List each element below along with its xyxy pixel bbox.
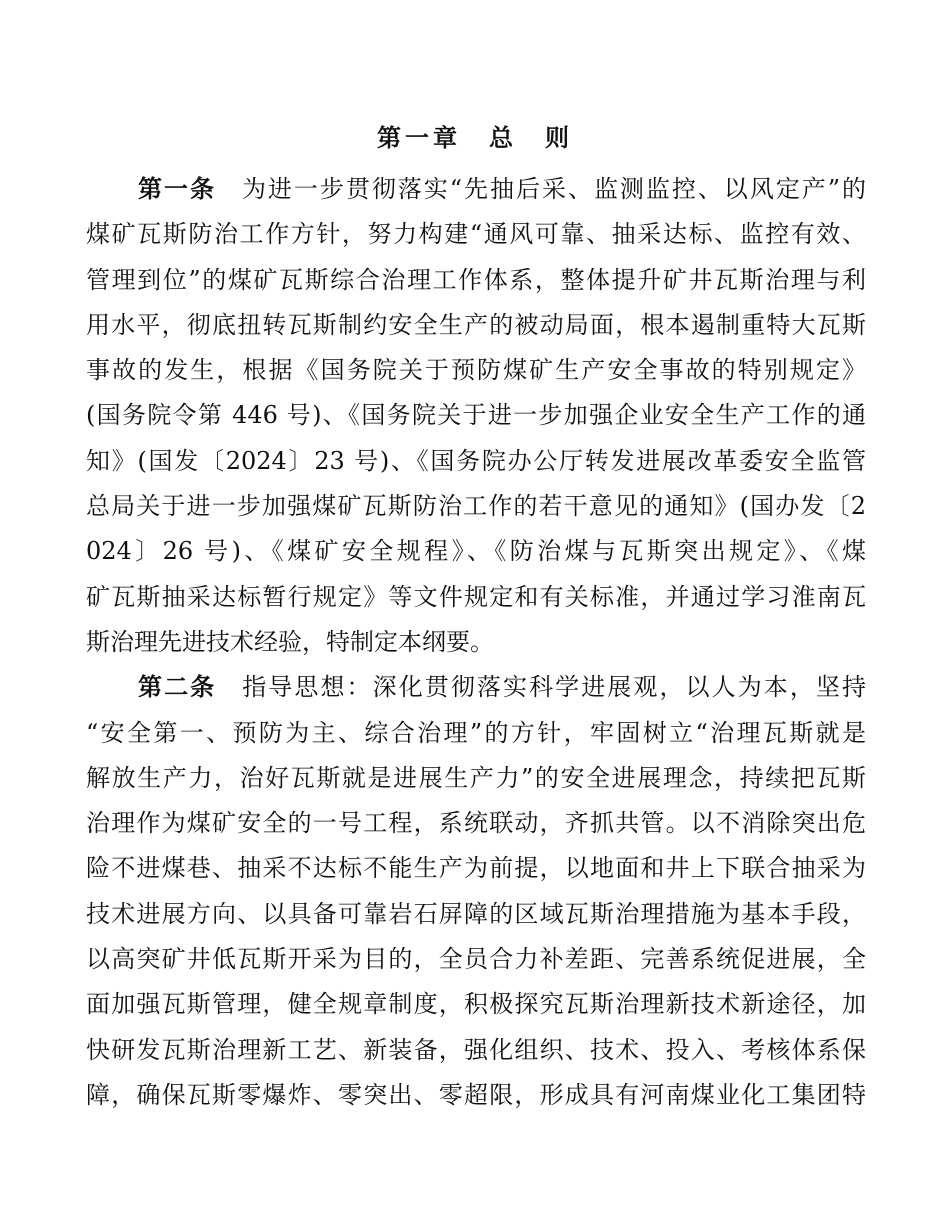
article-1-text-line-10: 矿瓦斯抽采达标暂行规定》等文件规定和有关标准，并通过学习淮南瓦 [86,582,866,611]
article-1-label: 第一条 [138,175,216,203]
article-2-text-line-2: “安全第一、预防为主、综合治理”的方针，牢固树立“治理瓦斯就是 [86,718,866,747]
article-2-text-line-5: 险不进煤巷、抽采不达标不能生产为前提，以地面和井上下联合抽采为 [86,854,866,883]
article-1-line-1 [86,167,866,212]
article-1-text-line-8: 总局关于进一步加强煤矿瓦斯防治工作的若干意见的通知》(国办发〔2 [86,492,866,521]
article-2-text-line-10: 障，确保瓦斯零爆炸、零突出、零超限，形成具有河南煤业化工集团特 [86,1080,866,1109]
chapter-title: 第一章 总 则 [377,124,573,152]
article-2-text-line-4: 治理作为煤矿安全的一号工程，系统联动，齐抓共管。以不消除突出危 [86,809,866,838]
article-1-text-line-2: 煤矿瓦斯防治工作方针，努力构建“通风可靠、抽采达标、监控有效、 [86,220,866,249]
article-2-text-line-8: 面加强瓦斯管理，健全规章制度，积极探究瓦斯治理新技术新途径，加 [86,990,866,1019]
article-1-text-line-9: 024〕26 号)、《煤矿安全规程》、《防治煤与瓦斯突出规定》、《煤 [86,537,866,566]
article-1-text-line-4: 用水平，彻底扭转瓦斯制约安全生产的被动局面，根本遏制重特大瓦斯 [86,310,866,339]
article-2-text-line-9: 快研发瓦斯治理新工艺、新装备，强化组织、技术、投入、考核体系保 [86,1035,866,1064]
article-1-text-line-1: 为进一步贯彻落实“先抽后采、监测监控、以风定产”的 [241,175,866,203]
article-2-line-1 [86,665,866,710]
article-1-text-line-3: 管理到位”的煤矿瓦斯综合治理工作体系，整体提升矿井瓦斯治理与利 [86,265,866,294]
article-1-text-line-7: 知》(国发〔2024〕23 号)、《国务院办公厅转发进展改革委安全监管 [86,446,866,475]
article-1-text-line-6: (国务院令第 446 号)、《国务院关于进一步加强企业安全生产工作的通 [86,401,866,430]
article-2-text-line-3: 解放生产力，治好瓦斯就是进展生产力”的安全进展理念，持续把瓦斯 [86,763,866,792]
document-body [86,167,866,1118]
article-1-text-line-5: 事故的发生，根据《国务院关于预防煤矿生产安全事故的特别规定》 [86,356,866,385]
article-2-text-line-6: 技术进展方向、以具备可靠岩石屏障的区域瓦斯治理措施为基本手段， [86,899,866,928]
article-2-text-line-1: 指导思想：深化贯彻落实科学进展观，以人为本，坚持 [242,673,866,702]
article-2-label: 第二条 [138,673,217,702]
article-2-text-line-7: 以高突矿井低瓦斯开采为目的，全员合力补差距、完善系统促进展，全 [86,945,866,974]
article-1-text-line-11: 斯治理先进技术经验，特制定本纲要。 [86,627,494,656]
